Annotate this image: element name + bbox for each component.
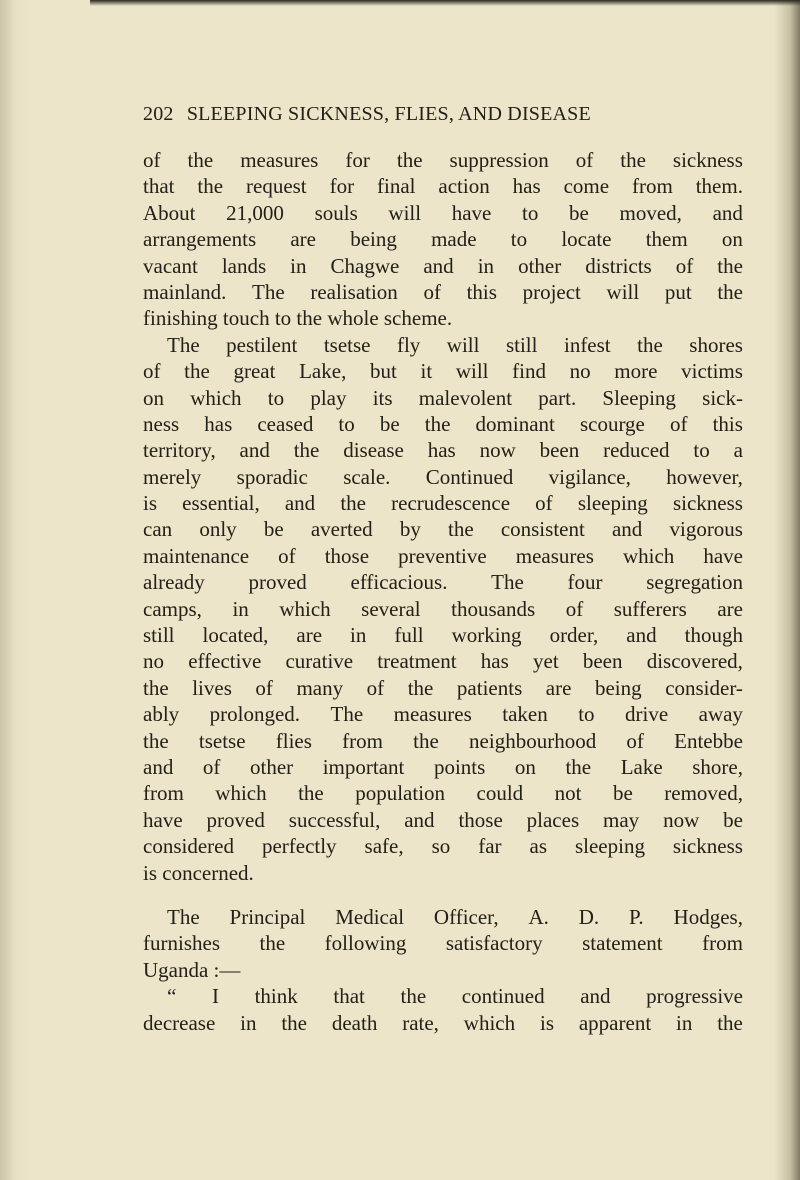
text-line: vacant lands in Chagwe and in other districts of the [143,253,743,278]
text-line: maintenance of those preventive measures which have [143,543,743,568]
text-line: the lives of many of the patients are being consider- [143,675,743,700]
text-line: mainland. The realisation of this project will put the [143,279,743,304]
body-text [143,147,743,1036]
page-top-shadow [90,0,800,6]
text-line: furnishes the following satisfactory statement from [143,931,743,956]
text-line: “ I think that the continued and progressive [167,984,743,1009]
running-title: SLEEPING SICKNESS, FLIES, AND DISEASE [186,103,591,125]
paragraph-3 [143,904,743,983]
text-line: The pestilent tsetse fly will still infest the shores [167,332,743,357]
text-line: already proved efficacious. The four segregation [143,570,743,595]
text-line: of the measures for the suppression of the sickness [143,148,743,172]
text-line: from which the population could not be removed, [143,781,743,806]
page-number: 202 [143,103,174,125]
text-line: no effective curative treatment has yet been discovered, [143,649,743,674]
paragraph-2 [143,332,743,886]
text-line: the tsetse flies from the neighbourhood of Entebbe [143,728,743,753]
text-line: is concerned. [143,860,254,885]
text-line: territory, and the disease has now been reduced to a [143,438,743,463]
text-line: ness has ceased to be the dominant scourge of this [143,411,743,436]
text-line: on which to play its malevolent part. Sleeping sick- [143,385,743,410]
paragraph-gap [143,886,743,904]
text-line: The Principal Medical Officer, A. D. P. Hodges, [167,904,743,929]
paragraph-4-quotation [143,983,743,1036]
text-line: arrangements are being made to locate them on [143,227,743,252]
text-line: still located, are in full working order, and though [143,623,743,648]
text-line: and of other important points on the Lake shore, [143,754,743,779]
text-line: is essential, and the recrudescence of sleeping sickness [143,491,743,516]
text-line: merely sporadic scale. Continued vigilance, however, [143,464,743,489]
text-line: that the request for final action has come from them. [143,174,743,199]
text-line: have proved successful, and those places may now be [143,807,743,832]
text-line: About 21,000 souls will have to be moved, and [143,200,743,225]
paragraph-1 [143,147,743,332]
text-line: ably prolonged. The measures taken to drive away [143,702,743,727]
text-line: finishing touch to the whole scheme. [143,306,453,331]
text-line: decrease in the death rate, which is apparent in the [143,1010,743,1035]
running-header [143,103,743,126]
text-line: considered perfectly safe, so far as sleeping sickness [143,834,743,859]
text-line: camps, in which several thousands of sufferers are [143,596,743,621]
text-line: of the great Lake, but it will find no more victims [143,359,743,384]
text-line: Uganda :— [143,957,241,982]
text-line: can only be averted by the consistent and vigorous [143,517,743,542]
